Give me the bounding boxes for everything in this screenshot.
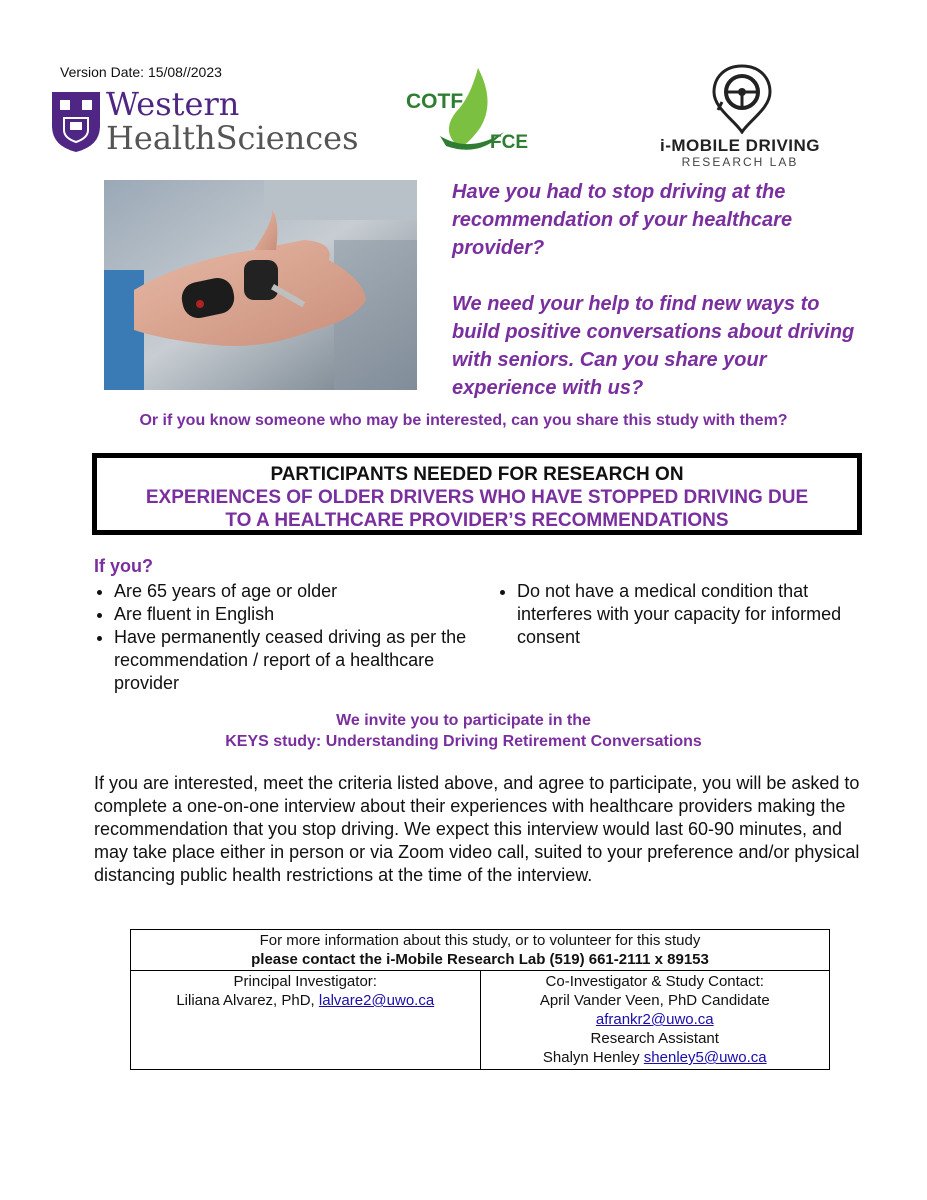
criteria-heading: If you? <box>94 556 153 576</box>
western-shield-icon <box>50 88 102 154</box>
western-line1: Western <box>106 85 240 123</box>
pi-name: Liliana Alvarez, PhD, <box>176 992 319 1009</box>
ra-label: Research Assistant <box>590 1030 719 1047</box>
co-name: April Vander Veen, PhD Candidate <box>539 992 770 1009</box>
invite-line1: We invite you to participate in the <box>336 712 591 729</box>
list-item: • Are 65 years of age or older <box>114 580 474 603</box>
co-email-link[interactable]: afrankr2@uwo.ca <box>595 1011 714 1028</box>
ra-email-link[interactable]: shenley5@uwo.ca <box>643 1049 767 1066</box>
headline-request: We need your help to find new ways to build positive conversations about driving with seniors. Can you share your experience with us? <box>452 293 855 399</box>
study-description: If you are interested, meet the criteria listed above, and agree to participate, you will be asked to complete a one-on-one interview about their experiences with healthcare providers making the recommendation that you stop driving. We expect this interview would last 60-90 minutes, and may take place either in person or via Zoom video call, suited to your preference and/or physical distancing public health restrictions at the time of the interview. <box>94 773 860 885</box>
banner-line1: PARTICIPANTS NEEDED FOR RESEARCH ON <box>270 464 684 485</box>
contact-header <box>131 930 830 971</box>
version-date: Version Date: 15/08//2023 <box>60 64 222 80</box>
share-line: Or if you know someone who may be interested, can you share this study with them? <box>139 412 788 429</box>
banner-line2: EXPERIENCES OF OLDER DRIVERS WHO HAVE STOPPED DRIVING DUE <box>145 487 809 508</box>
steering-wheel-pin-icon <box>652 62 832 134</box>
imobile-subtitle: RESEARCH LAB <box>681 155 799 169</box>
invitation <box>0 710 927 752</box>
list-item: • Have permanently ceased driving as per the recommendation / report of a healthcare provider <box>114 626 474 695</box>
imobile-title: i-MOBILE DRIVING <box>659 136 821 155</box>
contact-header-line1: For more information about this study, or to volunteer for this study <box>259 932 701 949</box>
contact-header-line2: please contact the i-Mobile Research Lab (519) 661-2111 x 89153 <box>251 951 709 968</box>
invite-line2: KEYS study: Understanding Driving Retirement Conversations <box>225 733 702 750</box>
hand-with-car-keys-photo <box>104 180 417 390</box>
banner-line3: TO A HEALTHCARE PROVIDER’S RECOMMENDATIONS <box>225 510 729 531</box>
headline-question: Have you had to stop driving at the recommendation of your healthcare provider? <box>452 181 793 259</box>
western-line2: HealthSciences <box>106 119 359 157</box>
criteria-list-left <box>90 580 474 695</box>
western-wordmark <box>106 85 359 157</box>
pi-email-link[interactable]: lalvare2@uwo.ca <box>318 992 435 1009</box>
fce-text: FCE <box>490 132 528 153</box>
principal-investigator-cell <box>131 971 481 1070</box>
criteria-list-right <box>493 580 877 649</box>
cotf-logo <box>400 62 530 154</box>
list-item: • Do not have a medical condition that interferes with your capacity for informed consent <box>517 580 877 649</box>
co-investigator-cell <box>480 971 830 1070</box>
ra-name: Shalyn Henley <box>542 1049 644 1066</box>
cotf-text: COTF <box>406 90 464 113</box>
co-label: Co-Investigator & Study Contact: <box>545 973 764 990</box>
pi-label: Principal Investigator: <box>233 973 377 990</box>
list-item: • Are fluent in English <box>114 603 474 626</box>
headline-block <box>452 178 872 430</box>
contact-table <box>130 929 830 1070</box>
cotf-swoosh-icon <box>400 62 530 154</box>
participants-banner <box>92 453 862 535</box>
